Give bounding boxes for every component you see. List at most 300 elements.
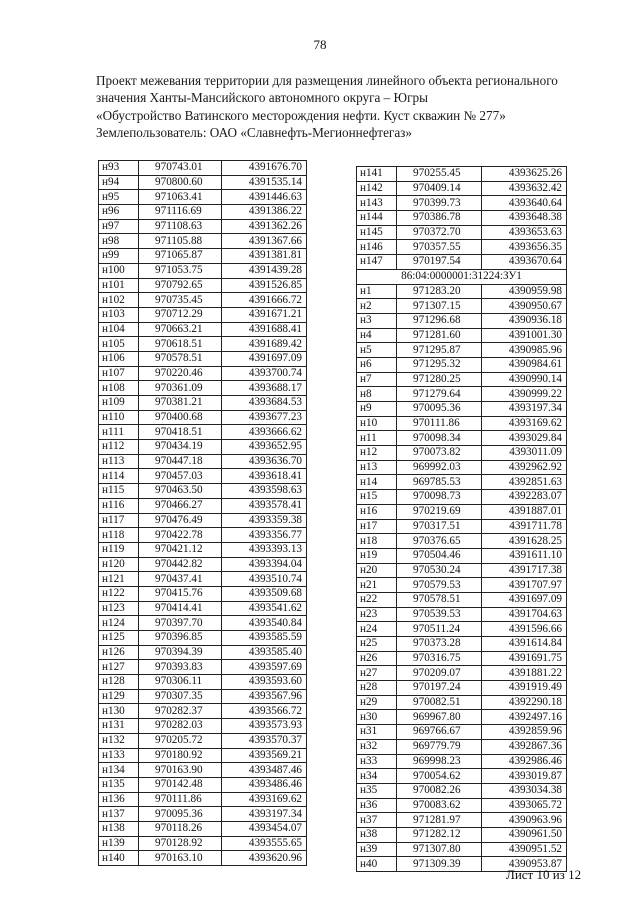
y-coordinate-cell: 4393359.38: [222, 513, 307, 528]
y-coordinate-cell: 4393652.95: [222, 440, 307, 455]
table-row: [357, 813, 567, 828]
section-row: [357, 269, 567, 284]
y-coordinate-cell: 4391614.84: [482, 637, 567, 652]
x-coordinate-cell: 970743.01: [139, 161, 222, 176]
table-row: [357, 710, 567, 725]
table-row: [99, 821, 307, 836]
point-id-cell: н104: [99, 322, 139, 337]
point-id-cell: н94: [99, 175, 139, 190]
y-coordinate-cell: 4393065.72: [482, 798, 567, 813]
table-row: [99, 704, 307, 719]
y-coordinate-cell: 4393578.41: [222, 498, 307, 513]
y-coordinate-cell: 4393640.64: [482, 196, 567, 211]
point-id-cell: н35: [357, 783, 397, 798]
y-coordinate-cell: 4390950.67: [482, 299, 567, 314]
point-id-cell: н26: [357, 651, 397, 666]
point-id-cell: н37: [357, 813, 397, 828]
point-id-cell: н132: [99, 733, 139, 748]
x-coordinate-cell: 971281.97: [397, 813, 482, 828]
y-coordinate-cell: 4392290.18: [482, 695, 567, 710]
point-id-cell: н36: [357, 798, 397, 813]
point-id-cell: н95: [99, 190, 139, 205]
y-coordinate-cell: 4393486.46: [222, 777, 307, 792]
point-id-cell: н11: [357, 431, 397, 446]
table-row: [99, 631, 307, 646]
x-coordinate-cell: 970111.86: [397, 416, 482, 431]
point-id-cell: н6: [357, 357, 397, 372]
x-coordinate-cell: 971108.63: [139, 219, 222, 234]
y-coordinate-cell: 4393618.41: [222, 469, 307, 484]
x-coordinate-cell: 970399.73: [397, 196, 482, 211]
y-coordinate-cell: 4393684.53: [222, 396, 307, 411]
y-coordinate-cell: 4391887.01: [482, 504, 567, 519]
x-coordinate-cell: 971307.80: [397, 842, 482, 857]
table-row: [99, 645, 307, 660]
point-id-cell: н1: [357, 284, 397, 299]
y-coordinate-cell: 4391611.10: [482, 548, 567, 563]
x-coordinate-cell: 970663.21: [139, 322, 222, 337]
y-coordinate-cell: 4393169.62: [222, 792, 307, 807]
x-coordinate-cell: 970735.45: [139, 293, 222, 308]
table-row: [99, 733, 307, 748]
x-coordinate-cell: 970579.53: [397, 578, 482, 593]
y-coordinate-cell: 4393569.21: [222, 748, 307, 763]
point-id-cell: н136: [99, 792, 139, 807]
point-id-cell: н29: [357, 695, 397, 710]
table-row: [357, 783, 567, 798]
y-coordinate-cell: 4393393.13: [222, 542, 307, 557]
x-coordinate-cell: 970434.19: [139, 440, 222, 455]
x-coordinate-cell: 970409.14: [397, 181, 482, 196]
table-row: [357, 299, 567, 314]
point-id-cell: н141: [357, 167, 397, 182]
cadastral-number: 86:04:0000001:31224:ЗУ1: [357, 269, 567, 284]
x-coordinate-cell: 970418.51: [139, 425, 222, 440]
x-coordinate-cell: 970054.62: [397, 769, 482, 784]
y-coordinate-cell: 4392859.96: [482, 725, 567, 740]
y-coordinate-cell: 4390961.50: [482, 827, 567, 842]
x-coordinate-cell: 970317.51: [397, 519, 482, 534]
x-coordinate-cell: 970578.51: [397, 592, 482, 607]
x-coordinate-cell: 970316.75: [397, 651, 482, 666]
x-coordinate-cell: 970466.27: [139, 498, 222, 513]
table-row: [357, 651, 567, 666]
table-row: [99, 528, 307, 543]
x-coordinate-cell: 970073.82: [397, 446, 482, 461]
x-coordinate-cell: 970712.29: [139, 307, 222, 322]
y-coordinate-cell: 4393394.04: [222, 557, 307, 572]
x-coordinate-cell: 971279.64: [397, 387, 482, 402]
table-row: [357, 607, 567, 622]
point-id-cell: н25: [357, 637, 397, 652]
point-id-cell: н122: [99, 586, 139, 601]
y-coordinate-cell: 4392497.16: [482, 710, 567, 725]
table-row: [99, 293, 307, 308]
y-coordinate-cell: 4391707.97: [482, 578, 567, 593]
table-row: [357, 592, 567, 607]
point-id-cell: н105: [99, 337, 139, 352]
y-coordinate-cell: 4393019.87: [482, 769, 567, 784]
point-id-cell: н146: [357, 240, 397, 255]
point-id-cell: н24: [357, 622, 397, 637]
table-row: [357, 167, 567, 182]
point-id-cell: н40: [357, 857, 397, 872]
y-coordinate-cell: 4393197.34: [482, 402, 567, 417]
x-coordinate-cell: 970422.78: [139, 528, 222, 543]
header-line-3: «Обустройство Ватинского месторождения нефти. Куст скважин № 277»: [96, 107, 506, 123]
table-row: [357, 416, 567, 431]
x-coordinate-cell: 970376.65: [397, 534, 482, 549]
x-coordinate-cell: 970282.03: [139, 719, 222, 734]
x-coordinate-cell: 971282.12: [397, 827, 482, 842]
table-row: [357, 563, 567, 578]
x-coordinate-cell: 970792.65: [139, 278, 222, 293]
point-id-cell: н96: [99, 205, 139, 220]
y-coordinate-cell: 4393540.84: [222, 616, 307, 631]
point-id-cell: н16: [357, 504, 397, 519]
y-coordinate-cell: 4393636.70: [222, 454, 307, 469]
y-coordinate-cell: 4391704.63: [482, 607, 567, 622]
point-id-cell: н135: [99, 777, 139, 792]
table-row: [357, 460, 567, 475]
table-row: [99, 586, 307, 601]
y-coordinate-cell: 4392986.46: [482, 754, 567, 769]
x-coordinate-cell: 970397.70: [139, 616, 222, 631]
x-coordinate-cell: 970504.46: [397, 548, 482, 563]
point-id-cell: н117: [99, 513, 139, 528]
table-row: [99, 454, 307, 469]
x-coordinate-cell: 970400.68: [139, 410, 222, 425]
table-row: [357, 372, 567, 387]
x-coordinate-cell: 970394.39: [139, 645, 222, 660]
y-coordinate-cell: 4391688.41: [222, 322, 307, 337]
point-id-cell: н30: [357, 710, 397, 725]
y-coordinate-cell: 4391001.30: [482, 328, 567, 343]
table-row: [357, 695, 567, 710]
table-row: [99, 263, 307, 278]
x-coordinate-cell: 970357.55: [397, 240, 482, 255]
point-id-cell: н114: [99, 469, 139, 484]
point-id-cell: н134: [99, 763, 139, 778]
point-id-cell: н103: [99, 307, 139, 322]
x-coordinate-cell: 970447.18: [139, 454, 222, 469]
table-row: [357, 431, 567, 446]
y-coordinate-cell: 4390990.14: [482, 372, 567, 387]
y-coordinate-cell: 4391596.66: [482, 622, 567, 637]
point-id-cell: н119: [99, 542, 139, 557]
point-id-cell: н93: [99, 161, 139, 176]
x-coordinate-cell: 970618.51: [139, 337, 222, 352]
x-coordinate-cell: 970111.86: [139, 792, 222, 807]
table-row: [357, 225, 567, 240]
point-id-cell: н123: [99, 601, 139, 616]
x-coordinate-cell: 970082.26: [397, 783, 482, 798]
point-id-cell: н106: [99, 351, 139, 366]
table-row: [99, 278, 307, 293]
y-coordinate-cell: 4391628.25: [482, 534, 567, 549]
table-row: [357, 211, 567, 226]
x-coordinate-cell: 970539.53: [397, 607, 482, 622]
x-coordinate-cell: 970306.11: [139, 675, 222, 690]
point-id-cell: н99: [99, 249, 139, 264]
table-row: [357, 842, 567, 857]
y-coordinate-cell: 4393454.07: [222, 821, 307, 836]
y-coordinate-cell: 4393566.72: [222, 704, 307, 719]
x-coordinate-cell: 970386.78: [397, 211, 482, 226]
table-row: [99, 205, 307, 220]
y-coordinate-cell: 4391367.66: [222, 234, 307, 249]
header-line-4: Землепользователь: ОАО «Славнефть-Мегионнефтегаз»: [96, 124, 412, 140]
point-id-cell: н33: [357, 754, 397, 769]
point-id-cell: н101: [99, 278, 139, 293]
y-coordinate-cell: 4391362.26: [222, 219, 307, 234]
table-row: [357, 446, 567, 461]
point-id-cell: н31: [357, 725, 397, 740]
point-id-cell: н111: [99, 425, 139, 440]
x-coordinate-cell: 970180.92: [139, 748, 222, 763]
y-coordinate-cell: 4391439.28: [222, 263, 307, 278]
table-row: [357, 387, 567, 402]
x-coordinate-cell: 970118.26: [139, 821, 222, 836]
y-coordinate-cell: 4393656.35: [482, 240, 567, 255]
x-coordinate-cell: 970415.76: [139, 586, 222, 601]
x-coordinate-cell: 970396.85: [139, 631, 222, 646]
x-coordinate-cell: 969766.67: [397, 725, 482, 740]
y-coordinate-cell: 4391689.42: [222, 337, 307, 352]
table-row: [99, 719, 307, 734]
x-coordinate-cell: 969967.80: [397, 710, 482, 725]
table-row: [99, 851, 307, 866]
table-row: [357, 504, 567, 519]
y-coordinate-cell: 4393585.40: [222, 645, 307, 660]
x-coordinate-cell: 970414.41: [139, 601, 222, 616]
table-row: [99, 175, 307, 190]
point-id-cell: н14: [357, 475, 397, 490]
table-row: [99, 190, 307, 205]
point-id-cell: н9: [357, 402, 397, 417]
point-id-cell: н118: [99, 528, 139, 543]
table-row: [99, 440, 307, 455]
y-coordinate-cell: 4391697.09: [482, 592, 567, 607]
x-coordinate-cell: 970511.24: [397, 622, 482, 637]
table-row: [357, 402, 567, 417]
y-coordinate-cell: 4392851.63: [482, 475, 567, 490]
point-id-cell: н124: [99, 616, 139, 631]
table-row: [99, 249, 307, 264]
y-coordinate-cell: 4393034.38: [482, 783, 567, 798]
x-coordinate-cell: 970163.10: [139, 851, 222, 866]
y-coordinate-cell: 4393648.38: [482, 211, 567, 226]
table-row: [357, 181, 567, 196]
point-id-cell: н107: [99, 366, 139, 381]
x-coordinate-cell: 970282.37: [139, 704, 222, 719]
table-row: [99, 675, 307, 690]
point-id-cell: н115: [99, 484, 139, 499]
y-coordinate-cell: 4393666.62: [222, 425, 307, 440]
table-row: [357, 637, 567, 652]
x-coordinate-cell: 970098.73: [397, 490, 482, 505]
x-coordinate-cell: 970209.07: [397, 666, 482, 681]
table-row: [99, 763, 307, 778]
table-row: [99, 219, 307, 234]
table-row: [357, 357, 567, 372]
point-id-cell: н100: [99, 263, 139, 278]
y-coordinate-cell: 4393029.84: [482, 431, 567, 446]
y-coordinate-cell: 4393570.37: [222, 733, 307, 748]
y-coordinate-cell: 4393555.65: [222, 836, 307, 851]
point-id-cell: н143: [357, 196, 397, 211]
x-coordinate-cell: 971280.25: [397, 372, 482, 387]
table-row: [357, 666, 567, 681]
header-line-1: Проект межевания территории для размещения линейного объекта регионального: [96, 73, 558, 88]
point-id-cell: н10: [357, 416, 397, 431]
point-id-cell: н133: [99, 748, 139, 763]
point-id-cell: н20: [357, 563, 397, 578]
table-row: [99, 748, 307, 763]
y-coordinate-cell: 4391671.21: [222, 307, 307, 322]
x-coordinate-cell: 970220.46: [139, 366, 222, 381]
x-coordinate-cell: 970530.24: [397, 563, 482, 578]
y-coordinate-cell: 4391691.75: [482, 651, 567, 666]
point-id-cell: н13: [357, 460, 397, 475]
x-coordinate-cell: 970457.03: [139, 469, 222, 484]
point-id-cell: н109: [99, 396, 139, 411]
y-coordinate-cell: 4393585.59: [222, 631, 307, 646]
x-coordinate-cell: 971307.15: [397, 299, 482, 314]
y-coordinate-cell: 4393677.23: [222, 410, 307, 425]
y-coordinate-cell: 4391676.70: [222, 161, 307, 176]
x-coordinate-cell: 971063.41: [139, 190, 222, 205]
table-row: [357, 798, 567, 813]
y-coordinate-cell: 4393620.96: [222, 851, 307, 866]
x-coordinate-cell: 970128.92: [139, 836, 222, 851]
x-coordinate-cell: 970373.28: [397, 637, 482, 652]
y-coordinate-cell: 4393510.74: [222, 572, 307, 587]
y-coordinate-cell: 4390985.96: [482, 343, 567, 358]
y-coordinate-cell: 4393625.26: [482, 167, 567, 182]
x-coordinate-cell: 970381.21: [139, 396, 222, 411]
point-id-cell: н127: [99, 660, 139, 675]
y-coordinate-cell: 4392867.36: [482, 739, 567, 754]
x-coordinate-cell: 970082.51: [397, 695, 482, 710]
table-row: [99, 381, 307, 396]
x-coordinate-cell: 970393.83: [139, 660, 222, 675]
x-coordinate-cell: 970142.48: [139, 777, 222, 792]
point-id-cell: н12: [357, 446, 397, 461]
table-row: [99, 234, 307, 249]
x-coordinate-cell: 970800.60: [139, 175, 222, 190]
y-coordinate-cell: 4393593.60: [222, 675, 307, 690]
point-id-cell: н139: [99, 836, 139, 851]
table-row: [357, 313, 567, 328]
table-row: [357, 827, 567, 842]
table-row: [357, 534, 567, 549]
y-coordinate-cell: 4391711.78: [482, 519, 567, 534]
point-id-cell: н15: [357, 490, 397, 505]
table-row: [99, 322, 307, 337]
y-coordinate-cell: 4390963.96: [482, 813, 567, 828]
point-id-cell: н116: [99, 498, 139, 513]
table-row: [357, 328, 567, 343]
table-row: [357, 240, 567, 255]
point-id-cell: н144: [357, 211, 397, 226]
x-coordinate-cell: 970437.41: [139, 572, 222, 587]
table-row: [357, 681, 567, 696]
table-row: [99, 484, 307, 499]
point-id-cell: н128: [99, 675, 139, 690]
y-coordinate-cell: 4390951.52: [482, 842, 567, 857]
y-coordinate-cell: 4393632.42: [482, 181, 567, 196]
point-id-cell: н32: [357, 739, 397, 754]
point-id-cell: н138: [99, 821, 139, 836]
y-coordinate-cell: 4393688.17: [222, 381, 307, 396]
table-row: [357, 769, 567, 784]
point-id-cell: н39: [357, 842, 397, 857]
point-id-cell: н112: [99, 440, 139, 455]
point-id-cell: н98: [99, 234, 139, 249]
point-id-cell: н17: [357, 519, 397, 534]
y-coordinate-cell: 4390936.18: [482, 313, 567, 328]
y-coordinate-cell: 4393598.63: [222, 484, 307, 499]
y-coordinate-cell: 4393169.62: [482, 416, 567, 431]
y-coordinate-cell: 4391919.49: [482, 681, 567, 696]
y-coordinate-cell: 4393509.68: [222, 586, 307, 601]
x-coordinate-cell: 970307.35: [139, 689, 222, 704]
y-coordinate-cell: 4390953.87: [482, 857, 567, 872]
table-row: [99, 807, 307, 822]
x-coordinate-cell: 971295.87: [397, 343, 482, 358]
point-id-cell: н3: [357, 313, 397, 328]
point-id-cell: н27: [357, 666, 397, 681]
table-row: [99, 425, 307, 440]
table-row: [99, 469, 307, 484]
table-row: [357, 490, 567, 505]
x-coordinate-cell: 971295.32: [397, 357, 482, 372]
point-id-cell: н125: [99, 631, 139, 646]
y-coordinate-cell: 4391717.38: [482, 563, 567, 578]
point-id-cell: н5: [357, 343, 397, 358]
point-id-cell: н140: [99, 851, 139, 866]
point-id-cell: н8: [357, 387, 397, 402]
x-coordinate-cell: 971065.87: [139, 249, 222, 264]
y-coordinate-cell: 4390999.22: [482, 387, 567, 402]
table-row: [99, 498, 307, 513]
point-id-cell: н145: [357, 225, 397, 240]
y-coordinate-cell: 4391526.85: [222, 278, 307, 293]
point-id-cell: н7: [357, 372, 397, 387]
y-coordinate-cell: 4390959.98: [482, 284, 567, 299]
point-id-cell: н120: [99, 557, 139, 572]
table-row: [99, 777, 307, 792]
x-coordinate-cell: 969992.03: [397, 460, 482, 475]
x-coordinate-cell: 970095.36: [139, 807, 222, 822]
x-coordinate-cell: 971281.60: [397, 328, 482, 343]
y-coordinate-cell: 4393653.63: [482, 225, 567, 240]
x-coordinate-cell: 969779.79: [397, 739, 482, 754]
y-coordinate-cell: 4391666.72: [222, 293, 307, 308]
table-row: [357, 578, 567, 593]
table-row: [357, 725, 567, 740]
x-coordinate-cell: 970421.12: [139, 542, 222, 557]
table-row: [357, 284, 567, 299]
coordinates-table-left: [98, 160, 307, 866]
point-id-cell: н110: [99, 410, 139, 425]
y-coordinate-cell: 4393197.34: [222, 807, 307, 822]
point-id-cell: н142: [357, 181, 397, 196]
y-coordinate-cell: 4393573.93: [222, 719, 307, 734]
point-id-cell: н18: [357, 534, 397, 549]
y-coordinate-cell: 4393541.62: [222, 601, 307, 616]
